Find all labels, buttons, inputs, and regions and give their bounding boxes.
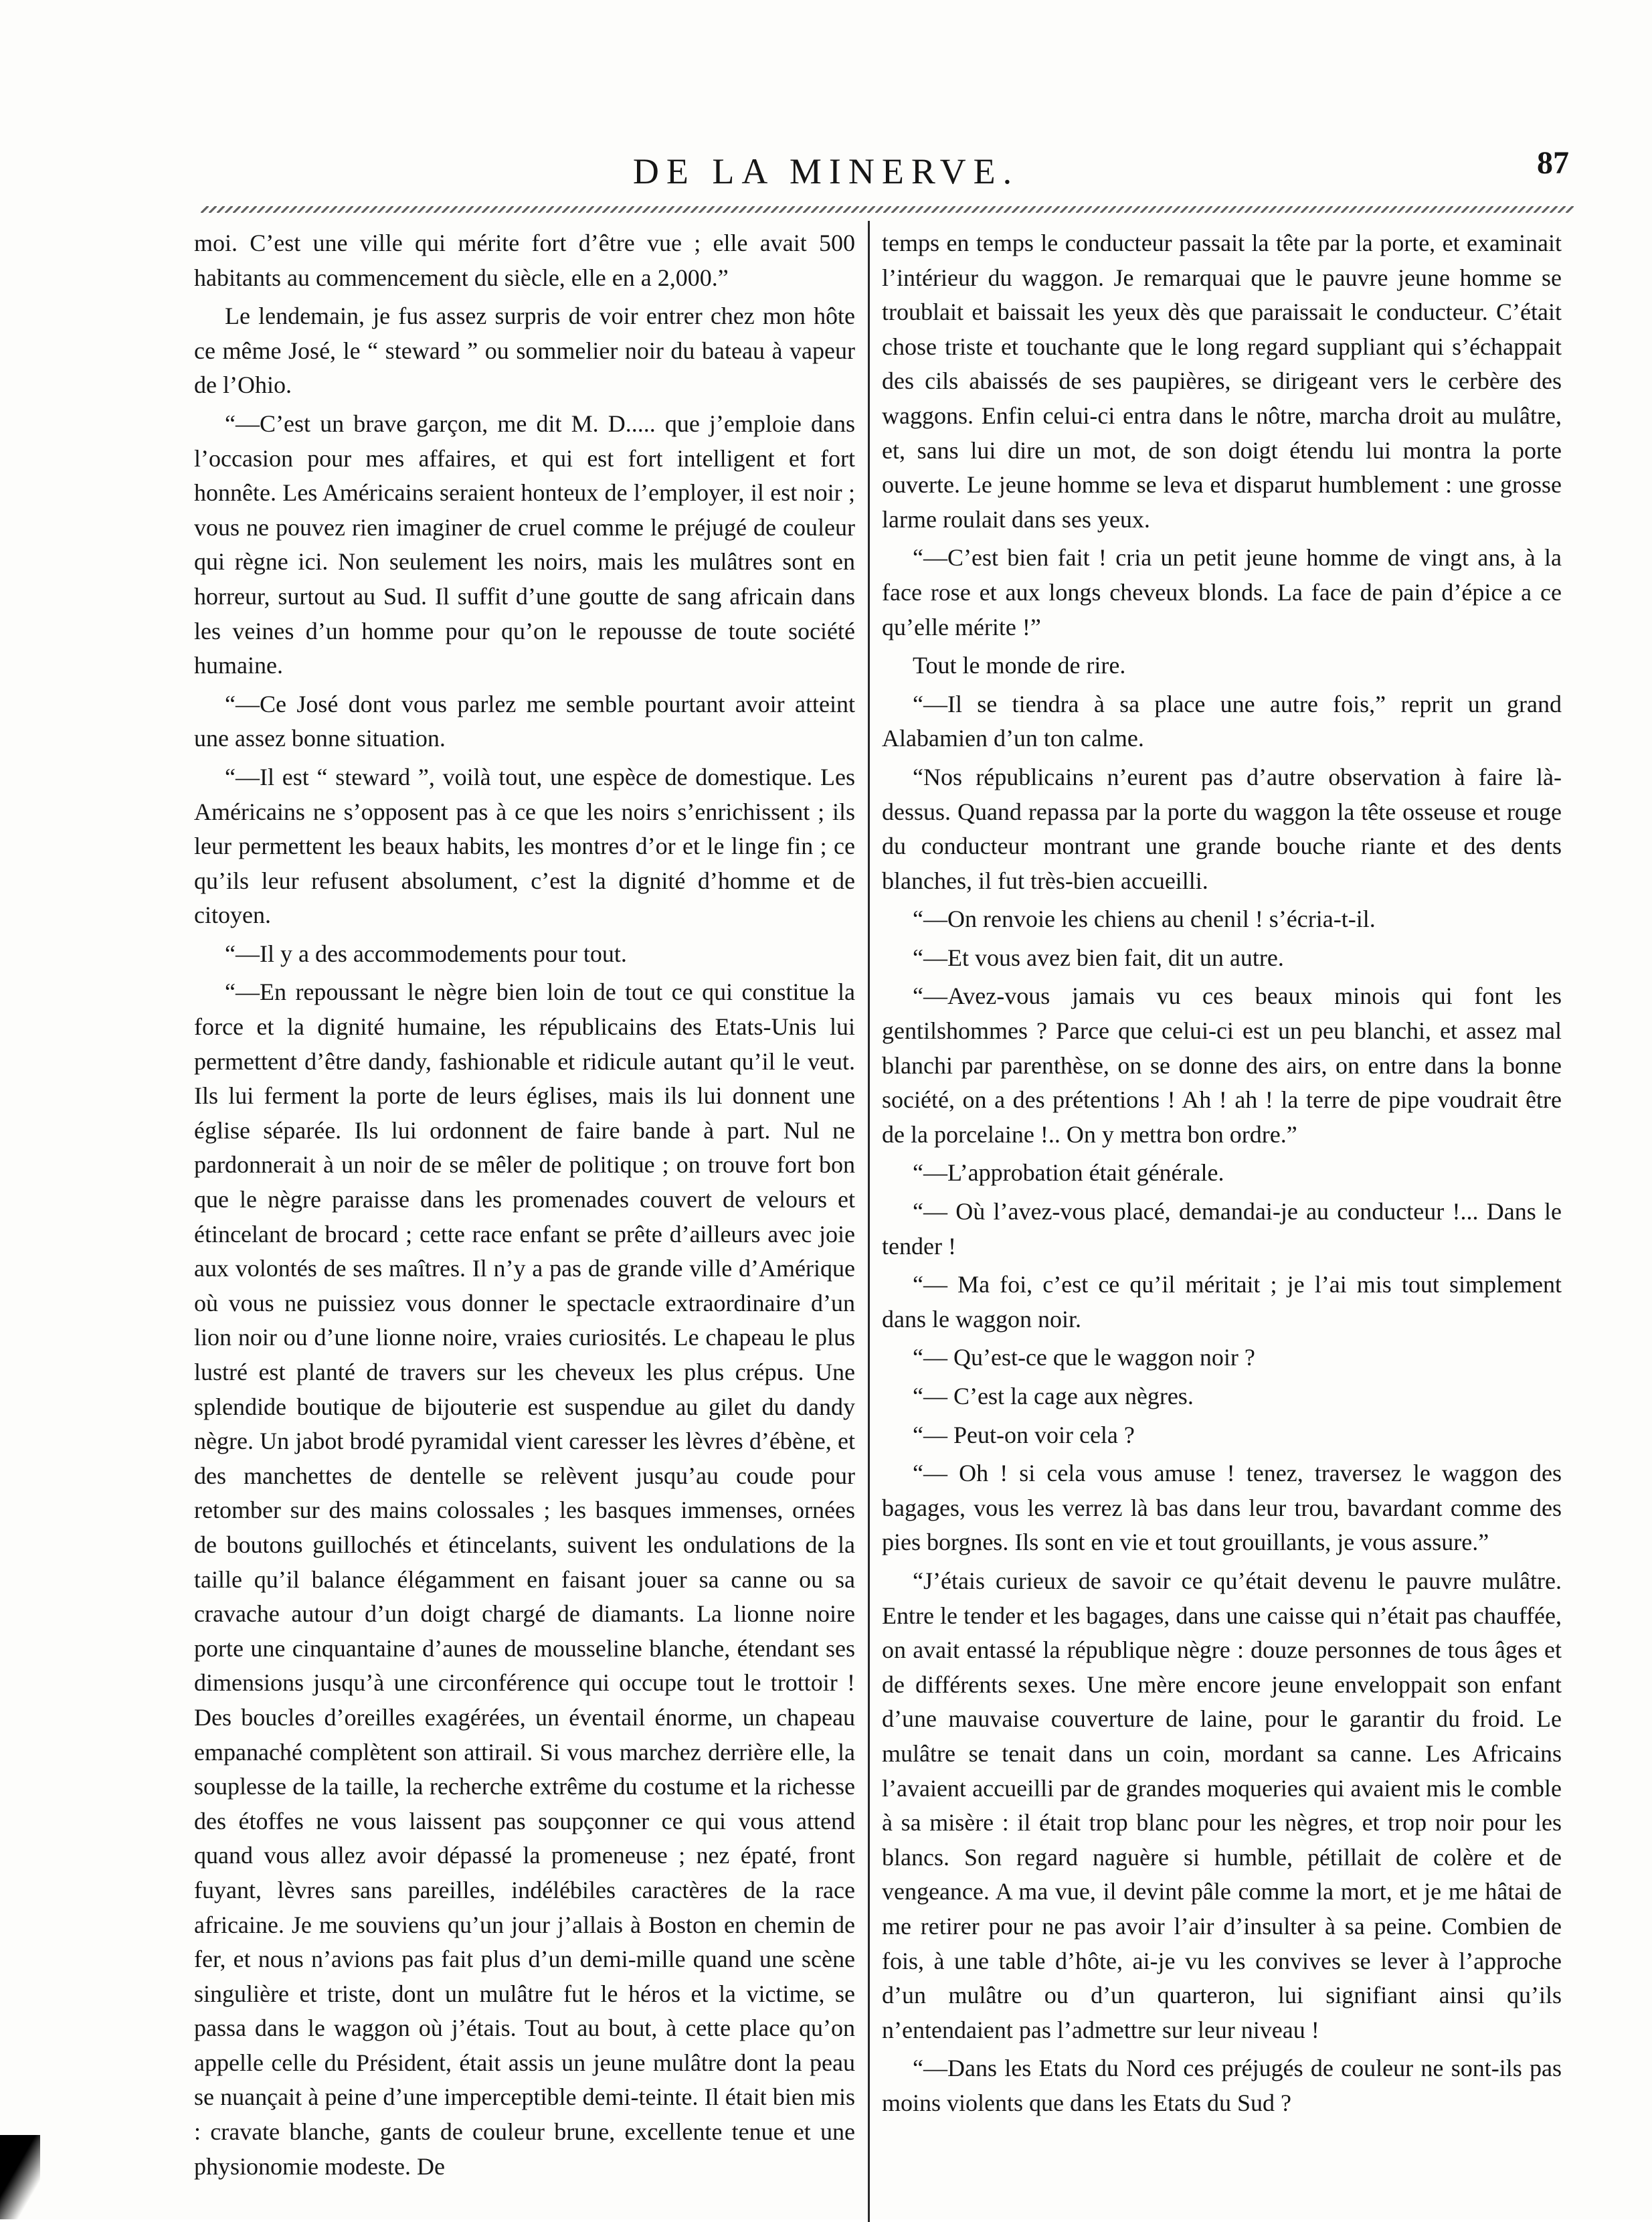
paragraph: “—Ce José dont vous parlez me semble pourtant avoir atteint une assez bonne situation. [194,690,855,752]
paragraph: “J’étais curieux de savoir ce qu’était devenu le pauvre mulâtre. Entre le tender et les bagages, dans une caisse qui n’était pas chauffée, on avait entassé la république nègre : douze personnes de tous âges et de différents sexes. Une mère encore jeune enveloppait son enfant d’une mauvaise couverture de laine, pour le garantir du froid. Le mulâtre se tenait dans un coin, mordant sa canne. Les Africains l’avaient accueilli par de grandes moqueries qui avaient mis le comble à sa misère : il était trop blanc pour les nègres, et trop noir pour les blancs. Son regard naguère si humble, pétillait de colère et de vengeance. A ma vue, il devint pâle comme la mort, et je me hâtai de me retirer pour ne pas avoir l’air d’insulter à sa peine. Combien de fois, à une table d’hôte, ai-je vu les convives se lever à l’approche d’un mulâtre ou d’un quarteron, lui signifiant ainsi qu’ils n’entendaient pas l’admettre sur leur niveau ! [882,1567,1562,2043]
paragraph: “—Avez-vous jamais vu ces beaux minois qui font les gentilshommes ? Parce que celui-ci est un peu blanchi, et assez mal blanchi par parenthèse, on se donne des airs, on entre dans la bonne société, on a des prétentions ! Ah ! ah ! la terre de pipe voudrait être de la porcelaine !.. On y mettra bon ordre.” [882,982,1562,1148]
paragraph: “—C’est un brave garçon, me dit M. D..... que j’emploie dans l’occasion pour mes affaires, et qui est fort intelligent et fort honnête. Les Américains seraient honteux de l’employer, il est noir ; vous ne pouvez rien imaginer de cruel comme le préjugé de couleur qui règne ici. Non seulement les noirs, mais les mulâtres sont en horreur, surtout au Sud. Il suffit d’une goutte de sang africain dans les veines d’un homme pour qu’on le repousse de toute société humaine. [194,410,855,679]
paragraph: “— Ma foi, c’est ce qu’il méritait ; je l’ai mis tout simplement dans le waggon noir. [882,1271,1562,1333]
column-divider [868,221,870,2222]
paragraph: “— C’est la cage aux nègres. [913,1383,1194,1409]
paragraph: temps en temps le conducteur passait la tête par la porte, et examinait l’intérieur du waggon. Je remarquai que le pauvre jeune homme se troublait et baissait les yeux dès que paraissait le conducteur. C’était chose triste et touchante que le long regard suppliant qui s’échappait des cils abaissés de ses paupières, se dirigeant vers le cerbère des waggons. Enfin celui-ci entra dans le nôtre, marcha droit au mulâtre, et, sans lui dire un mot, de son doigt étendu lui montra la porte ouverte. Le jeune homme se leva et disparut humblement : une grosse larme roulait dans ses yeux. [882,230,1562,533]
running-head: DE LA MINERVE. [632,151,1020,191]
page-number: 87 [1537,145,1569,181]
paragraph: “—Il se tiendra à sa place une autre fois,” reprit un grand Alabamien d’un ton calme. [882,690,1562,752]
paragraph: Tout le monde de rire. [913,652,1126,679]
left-column [194,226,855,2181]
scan-edge-shadow [0,2135,40,2219]
paragraph: “—Et vous avez bien fait, dit un autre. [913,944,1284,971]
right-column [882,226,1562,2181]
paragraph: Le lendemain, je fus assez surpris de voir entrer chez mon hôte ce même José, le “ steward ” ou sommelier noir du bateau à vapeur de l’Ohio. [194,303,855,399]
paragraph: “— Oh ! si cela vous amuse ! tenez, traversez le waggon des bagages, vous les verrez là bas dans leur trou, bavardant comme des pies borgnes. Ils sont en vie et tout grouillants, je vous assure.” [882,1460,1562,1556]
paragraph: “—Dans les Etats du Nord ces préjugés de couleur ne sont-ils pas moins violents que dans les Etats du Sud ? [882,2055,1562,2116]
header-rule [201,206,1574,213]
paragraph: “—Il est “ steward ”, voilà tout, une espèce de domestique. Les Américains ne s’opposent pas à ce que les noirs s’enrichissent ; ils leur permettent les beaux habits, les montres d’or et le linge fin ; ce qu’ils leur refusent absolument, c’est la dignité d’homme et de citoyen. [194,763,855,929]
paragraph: “— Qu’est-ce que le waggon noir ? [913,1344,1255,1371]
paragraph: “— Peut-on voir cela ? [913,1421,1135,1448]
paragraph: moi. C’est une ville qui mérite fort d’être vue ; elle avait 500 habitants au commencement du siècle, elle en a 2,000.” [194,230,855,291]
paragraph: “—C’est bien fait ! cria un petit jeune homme de vingt ans, à la face rose et aux longs cheveux blonds. La face de pain d’épice a ce qu’elle mérite !” [882,544,1562,640]
paragraph: “—On renvoie les chiens au chenil ! s’écria-t-il. [913,906,1376,933]
paragraph: “—En repoussant le nègre bien loin de tout ce qui constitue la force et la dignité humaine, les républicains des Etats-Unis lui permettent d’être dandy, fashionable et ridicule autant qu’il le veut. Ils lui ferment la porte de leurs églises, mais ils lui donnent une église séparée. Ils lui ordonnent de faire bande à part. Nul ne pardonnerait à un noir de se mêler de politique ; on trouve fort bon que le nègre paraisse dans les promenades couvert de velours et étincelant de brocard ; cette race enfant se prête d’ailleurs avec joie aux volontés de ses maîtres. Il n’y a pas de grande ville d’Amérique où vous ne puissiez vous donner le spectacle extraordinaire d’un lion noir ou d’une lionne noire, vraies curiosités. Le chapeau le plus lustré est planté de travers sur les cheveux les plus crépus. Une splendide boutique de bijouterie est suspendue au gilet du dandy nègre. Un jabot brodé pyramidal vient caresser les lèvres d’ébène, et des manchettes de dentelle se relèvent jusqu’au coude pour retomber sur des mains colossales ; les basques immenses, ornées de boutons guillochés et étincelants, suivent les ondulations de la taille qu’il balance élégamment en faisant jouer sa canne ou sa cravache autour d’un doigt chargé de diamants. La lionne noire porte une cinquantaine d’aunes de mousseline blanche, étendant ses dimensions jusqu’à une circonférence qui occupe tout le trottoir ! Des boucles d’oreilles exagérées, un éventail énorme, un chapeau empanaché complètent son attirail. Si vous marchez derrière elle, la souplesse de la taille, la recherche extrême du costume et la richesse des étoffes ne vous laissent pas soupçonner ce qui vous attend quand vous allez avoir dépassé la promeneuse ; nez épaté, front fuyant, lèvres sans pareilles, indélébiles caractères de la race africaine. Je me souviens qu’un jour j’allais à Boston en chemin de fer, et nous n’avions pas fait plus d’un demi-mille quand une scène singulière et triste, dont un mulâtre fut le héros et la victime, se passa dans le waggon où j’étais. Tout au bout, à cette place qu’on appelle celle du Président, était assis un jeune mulâtre dont la peau se nuançait à peine d’une imperceptible demi-teinte. Il était bien mis : cravate blanche, gants de couleur brune, excellente tenue et une physionomie modeste. De [194,978,855,2180]
paragraph: “—L’approbation était générale. [913,1159,1224,1187]
paragraph: “Nos républicains n’eurent pas d’autre observation à faire là-dessus. Quand repassa par la porte du waggon la tête osseuse et rouge du conducteur montrant une grande bouche riante et des dents blanches, il fut très-bien accueilli. [882,763,1562,894]
paragraph: “— Où l’avez-vous placé, demandai-je au conducteur !... Dans le tender ! [882,1198,1562,1260]
paragraph: “—Il y a des accommodements pour tout. [225,940,627,967]
